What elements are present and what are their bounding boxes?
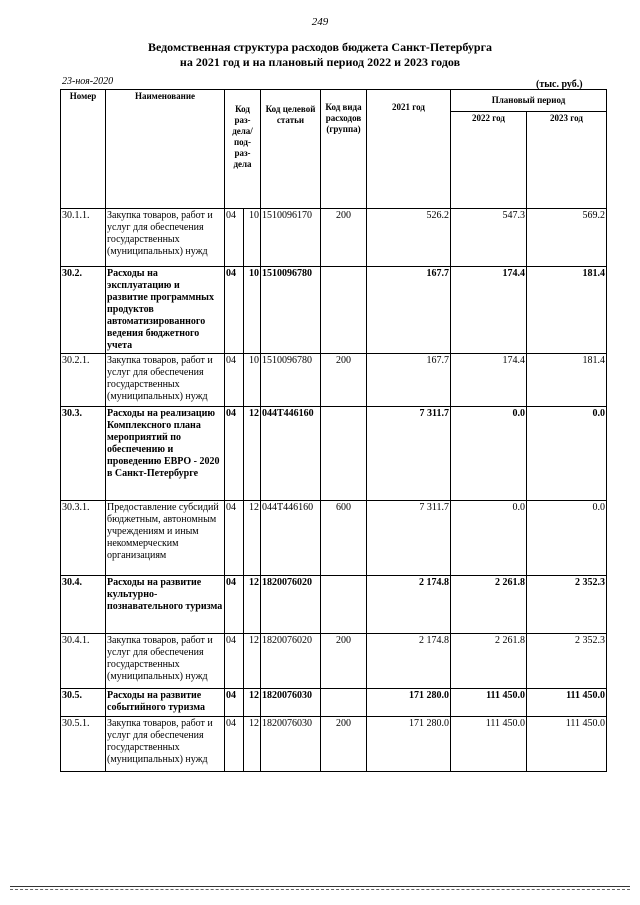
row-name: Расходы на эксплуатацию и развитие программных продуктов автоматизированного ведения бюджетного учета xyxy=(106,267,225,354)
row-number: 30.4. xyxy=(61,576,106,634)
title-line-2: на 2021 год и на плановый период 2022 и 2023 годов xyxy=(179,55,461,69)
row-number: 30.4.1. xyxy=(61,634,106,689)
row-target-code: 1820076020 xyxy=(261,634,321,689)
row-amount-2022: 111 450.0 xyxy=(451,717,527,772)
row-amount-2022: 0.0 xyxy=(451,501,527,576)
table-row xyxy=(61,267,607,354)
row-expense-type xyxy=(321,576,367,634)
row-subsection: 10 xyxy=(244,267,261,354)
row-expense-type: 200 xyxy=(321,717,367,772)
header-name: Наименование xyxy=(106,90,225,209)
row-number: 30.5. xyxy=(61,689,106,717)
title-line-1: Ведомственная структура расходов бюджета Санкт-Петербурга xyxy=(147,40,493,54)
row-target-code: 1510096780 xyxy=(261,354,321,407)
row-subsection: 12 xyxy=(244,501,261,576)
row-target-code: 1820076020 xyxy=(261,576,321,634)
row-subsection: 12 xyxy=(244,407,261,501)
row-name: Расходы на развитие культурно-познавательного туризма xyxy=(106,576,225,634)
budget-table xyxy=(60,89,607,772)
row-target-code: 044Т446160 xyxy=(261,501,321,576)
header-expense-type-code: Код вида расходов (группа) xyxy=(321,90,367,209)
row-amount-2022: 2 261.8 xyxy=(451,634,527,689)
header-target-code: Код целевой статьи xyxy=(261,90,321,209)
row-expense-type xyxy=(321,267,367,354)
row-amount-2021: 526.2 xyxy=(367,209,451,267)
row-subsection: 10 xyxy=(244,209,261,267)
table-row xyxy=(61,689,607,717)
row-amount-2022: 174.4 xyxy=(451,354,527,407)
header-number: Номер xyxy=(61,90,106,209)
row-amount-2023: 111 450.0 xyxy=(527,689,607,717)
row-name: Закупка товаров, работ и услуг для обеспечения государственных (муниципальных) нужд xyxy=(106,717,225,772)
row-section: 04 xyxy=(225,576,244,634)
row-section: 04 xyxy=(225,634,244,689)
row-name: Расходы на реализацию Комплексного плана мероприятий по обеспечению и проведению ЕВРО - 2020 в Санкт-Петербурге xyxy=(106,407,225,501)
row-number: 30.2.1. xyxy=(61,354,106,407)
table-row xyxy=(61,634,607,689)
row-section: 04 xyxy=(225,717,244,772)
row-number: 30.3. xyxy=(61,407,106,501)
row-name: Закупка товаров, работ и услуг для обеспечения государственных (муниципальных) нужд xyxy=(106,354,225,407)
table-row xyxy=(61,576,607,634)
row-amount-2021: 171 280.0 xyxy=(367,689,451,717)
row-target-code: 1510096780 xyxy=(261,267,321,354)
table-row xyxy=(61,501,607,576)
row-amount-2022: 111 450.0 xyxy=(451,689,527,717)
row-section: 04 xyxy=(225,407,244,501)
document-date: 23-ноя-2020 xyxy=(62,76,114,87)
row-expense-type xyxy=(321,407,367,501)
row-amount-2023: 0.0 xyxy=(527,501,607,576)
row-amount-2023: 569.2 xyxy=(527,209,607,267)
row-amount-2022: 547.3 xyxy=(451,209,527,267)
row-amount-2022: 0.0 xyxy=(451,407,527,501)
row-number: 30.1.1. xyxy=(61,209,106,267)
row-name: Предоставление субсидий бюджетным, автономным учреждениям и иным некоммерческим организациям xyxy=(106,501,225,576)
row-number: 30.5.1. xyxy=(61,717,106,772)
row-target-code: 044Т446160 xyxy=(261,407,321,501)
row-expense-type: 200 xyxy=(321,634,367,689)
row-amount-2022: 2 261.8 xyxy=(451,576,527,634)
row-amount-2023: 111 450.0 xyxy=(527,717,607,772)
row-expense-type: 600 xyxy=(321,501,367,576)
table-row xyxy=(61,209,607,267)
row-subsection: 12 xyxy=(244,634,261,689)
header-year-2023: 2023 год xyxy=(527,112,607,209)
row-name: Расходы на развитие событийного туризма xyxy=(106,689,225,717)
row-amount-2022: 174.4 xyxy=(451,267,527,354)
row-target-code: 1820076030 xyxy=(261,689,321,717)
row-target-code: 1510096170 xyxy=(261,209,321,267)
row-amount-2023: 181.4 xyxy=(527,267,607,354)
row-amount-2023: 181.4 xyxy=(527,354,607,407)
row-expense-type xyxy=(321,689,367,717)
header-year-2021: 2021 год xyxy=(367,90,451,209)
table-row xyxy=(61,407,607,501)
row-amount-2021: 7 311.7 xyxy=(367,407,451,501)
row-amount-2021: 2 174.8 xyxy=(367,576,451,634)
page-number: 249 xyxy=(311,16,329,28)
row-expense-type: 200 xyxy=(321,209,367,267)
row-subsection: 10 xyxy=(244,354,261,407)
row-amount-2023: 2 352.3 xyxy=(527,576,607,634)
row-target-code: 1820076030 xyxy=(261,717,321,772)
units-label: (тыс. руб.) xyxy=(536,79,583,90)
row-subsection: 12 xyxy=(244,576,261,634)
row-amount-2021: 167.7 xyxy=(367,354,451,407)
row-subsection: 12 xyxy=(244,689,261,717)
row-section: 04 xyxy=(225,209,244,267)
row-expense-type: 200 xyxy=(321,354,367,407)
row-number: 30.3.1. xyxy=(61,501,106,576)
row-amount-2021: 2 174.8 xyxy=(367,634,451,689)
header-section-code: Код раз- дела/ под- раз- дела xyxy=(225,90,261,209)
row-amount-2023: 2 352.3 xyxy=(527,634,607,689)
row-section: 04 xyxy=(225,501,244,576)
row-subsection: 12 xyxy=(244,717,261,772)
header-plan-period: Плановый период xyxy=(451,90,607,112)
document-title xyxy=(0,40,640,70)
row-name: Закупка товаров, работ и услуг для обеспечения государственных (муниципальных) нужд xyxy=(106,634,225,689)
row-section: 04 xyxy=(225,354,244,407)
row-amount-2021: 167.7 xyxy=(367,267,451,354)
table-row xyxy=(61,354,607,407)
row-amount-2023: 0.0 xyxy=(527,407,607,501)
page-bottom-rule xyxy=(10,886,630,887)
row-number: 30.2. xyxy=(61,267,106,354)
row-name: Закупка товаров, работ и услуг для обеспечения государственных (муниципальных) нужд xyxy=(106,209,225,267)
page-bottom-rule-2 xyxy=(10,889,630,890)
row-section: 04 xyxy=(225,689,244,717)
row-amount-2021: 171 280.0 xyxy=(367,717,451,772)
row-section: 04 xyxy=(225,267,244,354)
table-row xyxy=(61,717,607,772)
header-year-2022: 2022 год xyxy=(451,112,527,209)
row-amount-2021: 7 311.7 xyxy=(367,501,451,576)
